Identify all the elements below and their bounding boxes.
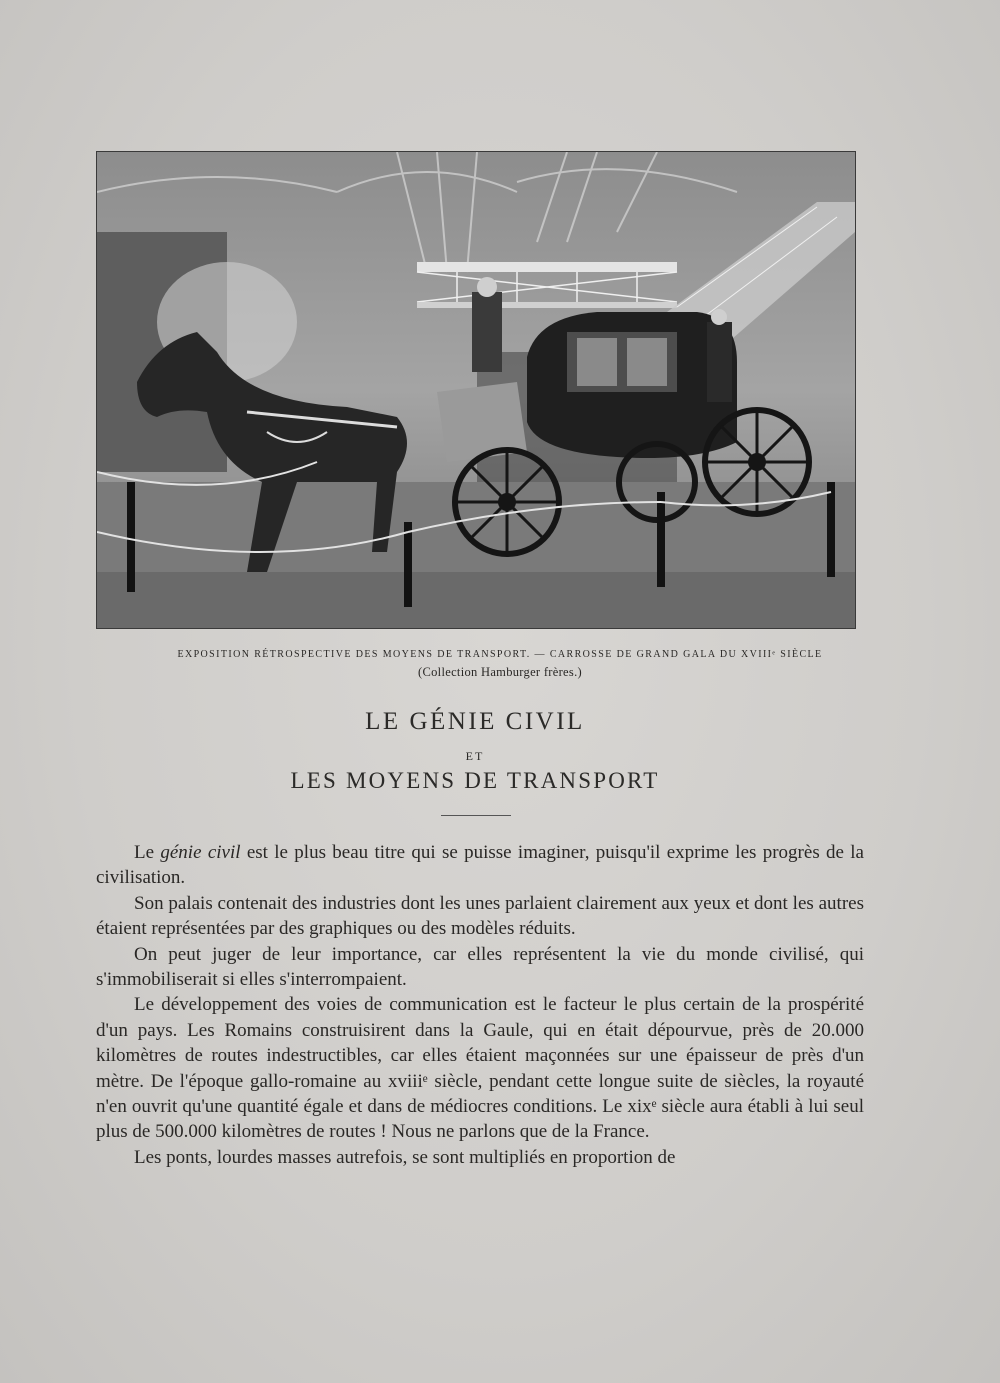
paragraph-4: Le développement des voies de communication est le facteur le plus certain de la prospérité d'un pays. Les Romains construisirent dans la Gaule, qui en était dépourvue, près de 20.000 kilomètres de routes indestructibles, car elles étaient maçonnées sur une épaisseur de près d'un mètre. De l'époque gallo-romaine au xviiiᵉ siècle, pendant cette longue suite de siècles, la royauté n'en ouvrit qu'une quantité égale et dans de médiocres conditions. Le xixᵉ siècle aura établi à lui seul plus de 500.000 kilomètres de routes ! Nous ne parlons que de la France.: [96, 994, 864, 1143]
paragraph-1-end: est le plus beau titre qui se puisse imaginer, puisqu'il exprime les progrès de la civilisation.: [96, 842, 864, 889]
paragraph-2: Son palais contenait des industries dont les unes parlaient clairement aux yeux et dont les autres étaient représentées par des graphiques ou des modèles réduits.: [96, 892, 864, 940]
chapter-title-conjunction: ET: [465, 749, 485, 763]
photo-illustration: [97, 152, 855, 628]
paragraph-5: Les ponts, lourdes masses autrefois, se sont multipliés en proportion de: [134, 1146, 676, 1168]
chapter-subtitle: LES MOYENS DE TRANSPORT: [290, 768, 660, 793]
carriage-photo: [97, 152, 855, 628]
paragraph-1-start: Le: [134, 842, 161, 863]
chapter-title: LE GÉNIE CIVIL: [365, 708, 585, 735]
paragraph-1-italic: génie civil: [160, 842, 241, 863]
paragraph-3: On peut juger de leur importance, car elles représentent la vie du monde civilisé, qui s'immobiliserait si elles s'interrompaient.: [96, 943, 864, 991]
chapter-body: [96, 840, 864, 1170]
photo-caption-credit: (Collection Hamburger frères.): [418, 665, 582, 679]
photo-caption-title: EXPOSITION RÉTROSPECTIVE DES MOYENS DE TRANSPORT. — CARROSSE DE GRAND GALA DU XVIIIᵉ SIÈCLE: [177, 649, 823, 660]
title-divider: [441, 815, 511, 816]
paragraph-1: [96, 840, 864, 891]
